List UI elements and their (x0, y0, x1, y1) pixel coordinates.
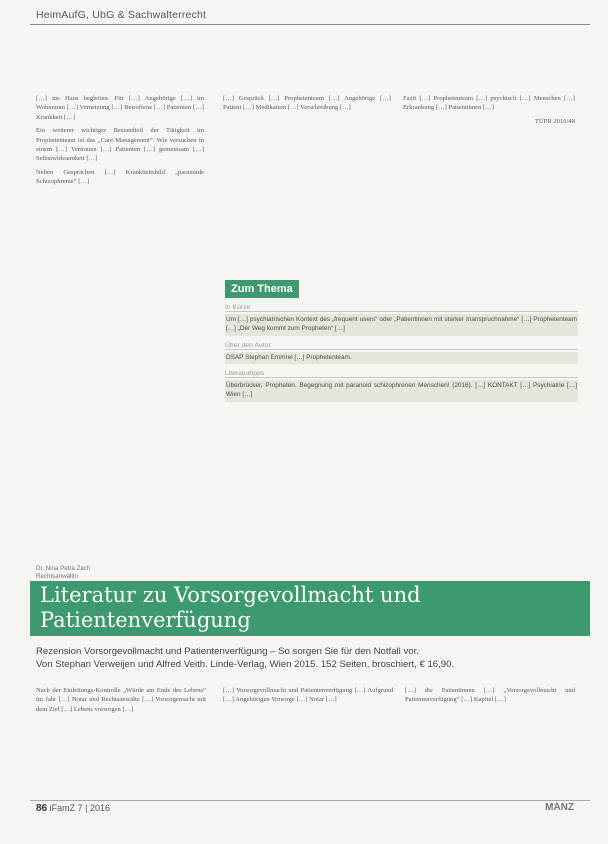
footer-left (36, 803, 110, 814)
running-header: HeimAufG, UbG & Sachwalterrecht (36, 9, 207, 21)
author-credit (36, 565, 90, 580)
zum-thema-box (225, 279, 578, 564)
paragraph: Neben Gesprächen […] Krankheitsbild „paranoide Schizophrenie“ […] (36, 168, 204, 186)
author-role: Rechtsanwältin (36, 572, 78, 580)
paragraph: Fazit […] Prophetenteam […] psychisch […] Menschen […] Erkrankung […] Patientinnen […] (403, 95, 575, 112)
review-heading (36, 646, 588, 671)
review-line-1: Rezension Vorsorgevollmacht und Patientenverfügung – So sorgen Sie für den Notfall vor. (36, 646, 419, 657)
paragraph: Ein weiterer wichtiger Bestandteil der Tätigkeit im Prophetenteam ist das „Care Management“. Wie versuchen in einem […] Vertrauen […] Patienten […] gemeinsam […] Selbstwirksamkeit […] (36, 127, 204, 163)
review-column-1: Nach der Einleitungs-Kontrolle „Würde am Ende des Lebens“ im Jahr […] Notar und Rechtsanwälte […] Vorsorgemacht mit dem Ziel […] Lebens vorsorgen […] (36, 687, 206, 713)
section-text: Um […] psychiatrischen Kontext des „frequent users“ oder „Patientinnen mit starker Inanspruchnahme“ […] Prophetenteam […] „Der Weg kommt zum Propheten“ […] (225, 314, 578, 336)
article-column-2 (223, 94, 391, 117)
section-heading: Literaturtipps (225, 370, 578, 378)
author-name: Dr. Nina Petra Zach (36, 565, 91, 572)
article-column-1 (36, 94, 204, 191)
section-heading: Über den Autor (225, 342, 578, 350)
section-heading: In Kürze (225, 304, 578, 312)
review-line-2: Von Stephan Verweijen und Alfred Veith. Linde-Verlag, Wien 2015. 152 Seiten, broschiert, € 16,90. (36, 658, 455, 670)
review-column-2: […] Vorsorgevollmacht und Patientenverfügung […] Aufgrund […] Angehörigen Vorsorge […] Notar […] (223, 687, 393, 704)
publisher-logo: MANZ (545, 802, 574, 813)
section-text: DSAP Stephan Emmrel […] Prophetenteam. (225, 352, 578, 365)
paragraph: […] ins Haus begleiten. Für […] Angehörige […] im Wohnraum […] Vernetzung […] Betroffene […] Patienten […] Krankheit […] (36, 95, 204, 121)
article-signature: TÜPR 2016/48 (534, 117, 575, 125)
footer-rule (30, 800, 590, 801)
section-title: Literatur zu Vorsorgevollmacht und Patientenverfügung (40, 583, 421, 632)
journal-issue: iFamZ 7 | 2016 (49, 803, 111, 813)
review-column-3: […] die Patientinnen […] „Vorsorgevollmacht und Patientenverfügung“ […] Kapitel […] (405, 687, 575, 704)
page-number: 86 (36, 803, 48, 814)
header-rule (30, 24, 590, 25)
paragraph: […] Gespräch […] Prophetenteam […] Angehörige […] Patient […] Medikation […] Verschreibung […] (223, 95, 391, 112)
zum-thema-label: Zum Thema (225, 280, 299, 298)
section-text: Überbrücker, Propheten. Begegnung mit paranoid schizophrenen Menschen! (2016). […] KONTAKT […] Psychiatrie […] Wien […] (225, 380, 578, 402)
article-column-3 (403, 94, 575, 126)
